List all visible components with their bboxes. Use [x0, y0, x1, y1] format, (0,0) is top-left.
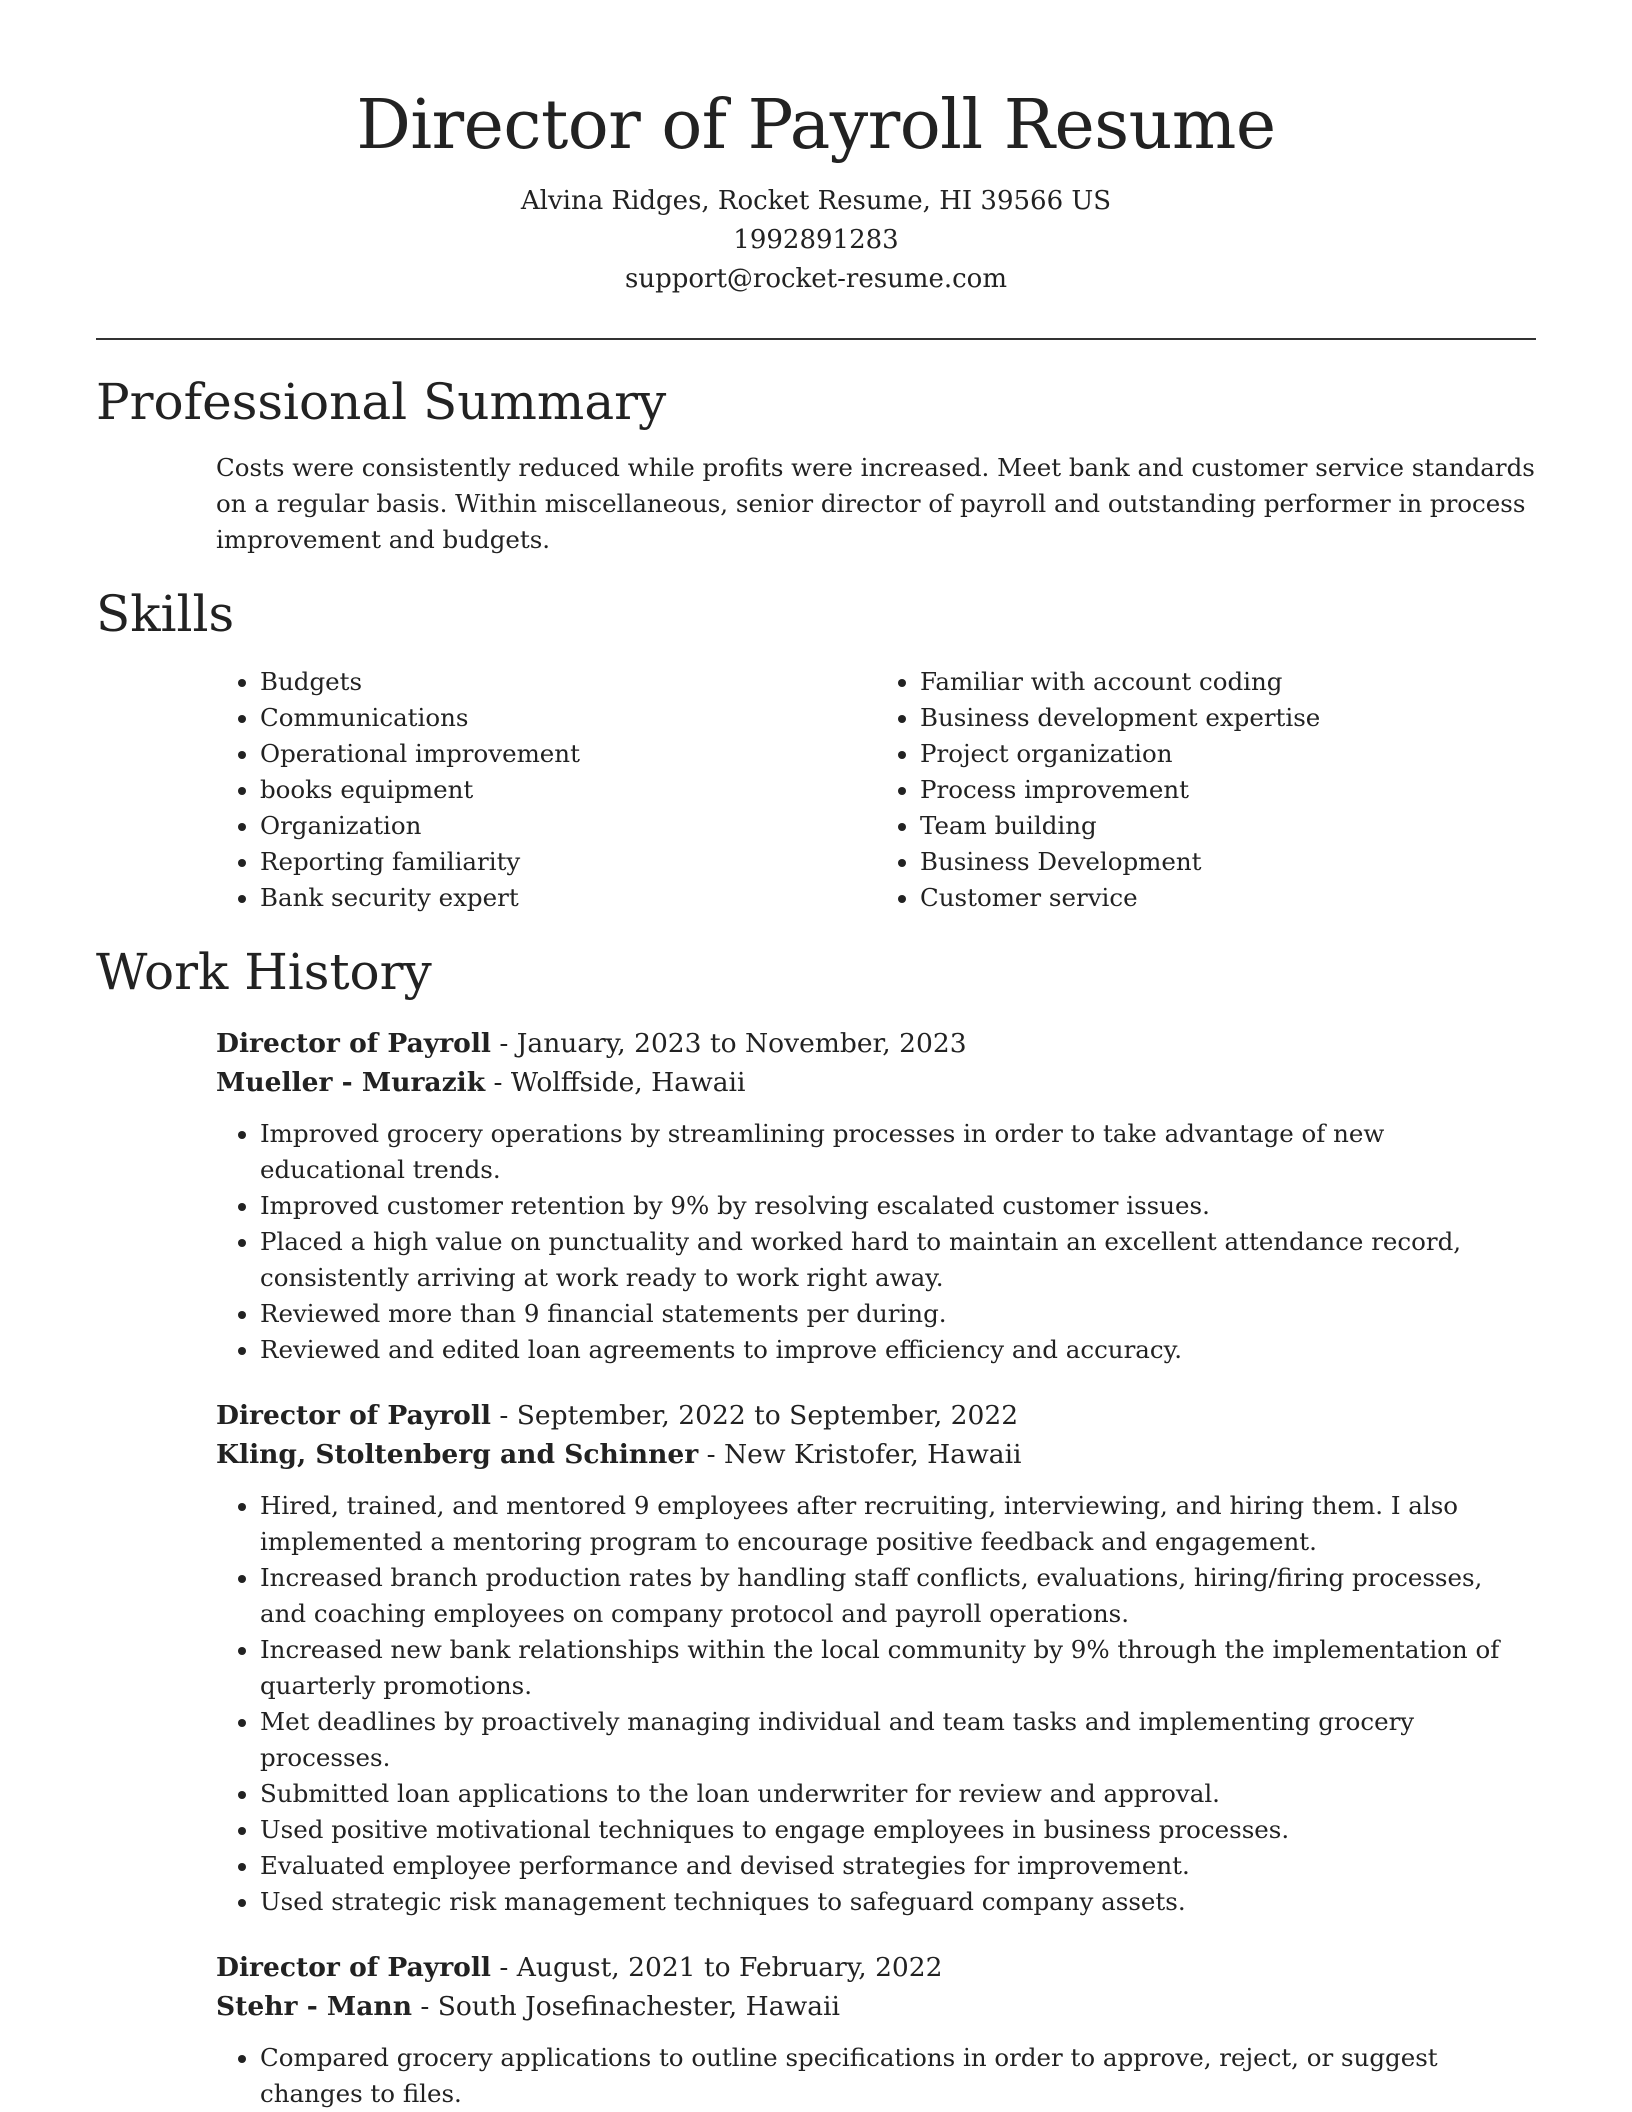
- job-bullets: [216, 1116, 1536, 1368]
- skill-item: • books equipment: [260, 772, 876, 808]
- job-bullet: • Improved customer retention by 9% by resolving escalated customer issues.: [260, 1188, 1536, 1224]
- summary-text: Costs were consistently reduced while profits were increased. Meet bank and customer service standards on a regular basis. Within miscellaneous, senior director of payroll and outstanding performer in process improvement and budgets.: [216, 453, 1535, 554]
- skill-item: • Process improvement: [920, 772, 1536, 808]
- job-dates: - September, 2022 to September, 2022: [490, 1400, 1019, 1431]
- skill-item: • Customer service: [920, 880, 1536, 916]
- job-title-line: [216, 1024, 1536, 1063]
- skill-item: • Bank security expert: [260, 880, 876, 916]
- job-company-line: [216, 1063, 1536, 1102]
- job-company: Kling, Stoltenberg and Schinner: [216, 1439, 699, 1470]
- skill-item: • Project organization: [920, 736, 1536, 772]
- work-history-section: [96, 1024, 1536, 2112]
- job-bullets: [216, 1488, 1536, 1920]
- job-entry: [216, 1948, 1536, 2112]
- contact-phone: 1992891283: [733, 225, 899, 255]
- skill-item: • Budgets: [260, 664, 876, 700]
- skill-item: • Familiar with account coding: [920, 664, 1536, 700]
- job-bullet: • Increased new bank relationships within the local community by 9% through the implementation of quarterly promotions.: [260, 1632, 1536, 1704]
- job-bullet: • Placed a high value on punctuality and worked hard to maintain an excellent attendance record, consistently arriving at work ready to work right away.: [260, 1224, 1536, 1296]
- job-title-line: [216, 1396, 1536, 1435]
- job-entry: [216, 1396, 1536, 1920]
- skill-item: • Operational improvement: [260, 736, 876, 772]
- job-bullet: • Improved grocery operations by streamlining processes in order to take advantage of new educational trends.: [260, 1116, 1536, 1188]
- summary-section: [96, 450, 1536, 558]
- job-entry: [216, 1024, 1536, 1368]
- resume-header: [96, 0, 1536, 299]
- job-bullet: • Increased branch production rates by handling staff conflicts, evaluations, hiring/firing processes, and coaching employees on company protocol and payroll operations.: [260, 1560, 1536, 1632]
- job-location: - South Josefinachester, Hawaii: [411, 1991, 840, 2022]
- skill-item: • Organization: [260, 808, 876, 844]
- job-title-line: [216, 1948, 1536, 1987]
- job-bullet: • Reviewed more than 9 financial statements per during.: [260, 1296, 1536, 1332]
- summary-heading: Professional Summary: [96, 373, 667, 431]
- job-company: Mueller - Murazik: [216, 1067, 486, 1098]
- contact-email: support@rocket-resume.com: [624, 264, 1007, 294]
- skill-item: • Business development expertise: [920, 700, 1536, 736]
- job-company-line: [216, 1435, 1536, 1474]
- skills-heading: Skills: [96, 585, 235, 643]
- job-title: Director of Payroll: [216, 1028, 491, 1059]
- job-title: Director of Payroll: [216, 1400, 491, 1431]
- job-bullet: • Reviewed and edited loan agreements to improve efficiency and accuracy.: [260, 1332, 1536, 1368]
- skills-section: [96, 664, 1536, 916]
- contact-address: Alvina Ridges, Rocket Resume, HI 39566 US: [520, 186, 1112, 216]
- job-bullet: • Hired, trained, and mentored 9 employees after recruiting, interviewing, and hiring them. I also implemented a mentoring program to encourage positive feedback and engagement.: [260, 1488, 1536, 1560]
- skills-list-right: [876, 664, 1536, 916]
- work-history-heading: Work History: [96, 943, 432, 1001]
- job-bullet: • Used strategic risk management techniques to safeguard company assets.: [260, 1884, 1536, 1920]
- job-bullet: • Submitted loan applications to the loan underwriter for review and approval.: [260, 1776, 1536, 1812]
- job-company: Stehr - Mann: [216, 1991, 412, 2022]
- job-title: Director of Payroll: [216, 1952, 491, 1983]
- job-bullet: • Evaluated employee performance and devised strategies for improvement.: [260, 1848, 1536, 1884]
- job-location: - New Kristofer, Hawaii: [698, 1439, 1022, 1470]
- job-company-line: [216, 1987, 1536, 2026]
- skill-item: • Communications: [260, 700, 876, 736]
- job-location: - Wolffside, Hawaii: [485, 1067, 746, 1098]
- skill-item: • Business Development: [920, 844, 1536, 880]
- job-dates: - August, 2021 to February, 2022: [490, 1952, 943, 1983]
- job-bullet: • Used positive motivational techniques to engage employees in business processes.: [260, 1812, 1536, 1848]
- job-bullets: [216, 2040, 1536, 2112]
- job-dates: - January, 2023 to November, 2023: [490, 1028, 967, 1059]
- header-divider: [96, 338, 1536, 340]
- skill-item: • Reporting familiarity: [260, 844, 876, 880]
- page-title: Director of Payroll Resume: [356, 86, 1276, 165]
- skill-item: • Team building: [920, 808, 1536, 844]
- job-bullet: • Compared grocery applications to outline specifications in order to approve, reject, or suggest changes to files.: [260, 2040, 1536, 2112]
- skills-list-left: [216, 664, 876, 916]
- job-bullet: • Met deadlines by proactively managing individual and team tasks and implementing grocery processes.: [260, 1704, 1536, 1776]
